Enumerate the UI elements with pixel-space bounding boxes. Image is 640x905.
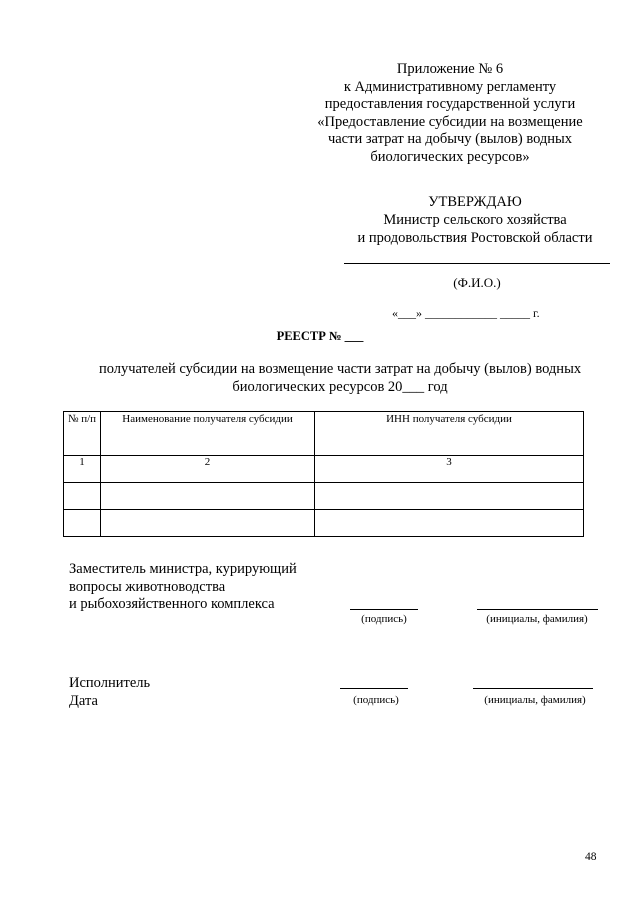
appendix-line: биологических ресурсов» xyxy=(370,148,530,165)
table-cell[interactable] xyxy=(315,483,584,510)
approval-block xyxy=(320,193,630,247)
register-title: РЕЕСТР № ___ xyxy=(276,329,364,343)
executor-label: Исполнитель xyxy=(69,675,151,691)
appendix-header xyxy=(300,61,600,167)
table-cell[interactable] xyxy=(64,483,101,510)
date-label: Дата xyxy=(69,692,98,709)
deputy-line: Заместитель министра, курирующий xyxy=(69,561,297,577)
deputy-line: вопросы животноводства xyxy=(69,578,226,595)
table-row xyxy=(64,483,584,510)
register-subtitle-line: получателей субсидии на возмещение части затрат на добычу (вылов) водных xyxy=(98,361,582,377)
deputy-signature-blank[interactable] xyxy=(350,609,418,610)
appendix-line: к Административному регламенту xyxy=(343,78,557,95)
register-subtitle xyxy=(80,360,600,396)
approval-name-caption: (Ф.И.О.) xyxy=(453,275,501,290)
executor-initials-caption: (инициалы, фамилия) xyxy=(484,694,586,706)
appendix-line: предоставления государственной услуги xyxy=(324,96,576,113)
deputy-initials-blank[interactable] xyxy=(477,609,598,610)
executor-block xyxy=(69,675,150,710)
approval-position-line: и продовольствия Ростовской области xyxy=(357,230,593,246)
appendix-line: части затрат на добычу (вылов) водных xyxy=(327,131,573,148)
executor-initials-blank[interactable] xyxy=(473,688,593,689)
table-cell: 2 xyxy=(101,456,315,483)
header-recipient-inn: ИНН получателя субсидии xyxy=(315,412,584,456)
table-cell[interactable] xyxy=(64,510,101,537)
table-row xyxy=(64,510,584,537)
header-number: № п/п xyxy=(64,412,101,456)
table-cell[interactable] xyxy=(101,510,315,537)
page-number: 48 xyxy=(585,851,597,863)
deputy-line: и рыбохозяйственного комплекса xyxy=(69,596,275,613)
register-table xyxy=(63,411,584,537)
approval-heading: УТВЕРЖДАЮ xyxy=(428,194,522,210)
register-subtitle-line: биологических ресурсов 20___ год xyxy=(232,379,448,395)
deputy-signature-caption: (подпись) xyxy=(361,613,407,625)
table-header-row xyxy=(64,412,584,456)
table-cell[interactable] xyxy=(101,483,315,510)
executor-signature-blank[interactable] xyxy=(340,688,408,689)
table-number-row xyxy=(64,456,584,483)
executor-signature-caption: (подпись) xyxy=(353,694,399,706)
table-cell: 1 xyxy=(64,456,101,483)
appendix-line: Приложение № 6 xyxy=(396,61,504,77)
table-cell: 3 xyxy=(315,456,584,483)
table-cell[interactable] xyxy=(315,510,584,537)
deputy-initials-caption: (инициалы, фамилия) xyxy=(486,613,588,625)
header-recipient-name: Наименование получателя субсидии xyxy=(101,412,315,456)
approval-position-line: Министр сельского хозяйства xyxy=(383,212,567,228)
deputy-minister-block xyxy=(69,561,297,614)
approval-signature-line xyxy=(344,263,610,264)
approval-date-line: «___» ____________ _____ г. xyxy=(392,306,540,320)
appendix-line: «Предоставление субсидии на возмещение xyxy=(317,113,583,130)
